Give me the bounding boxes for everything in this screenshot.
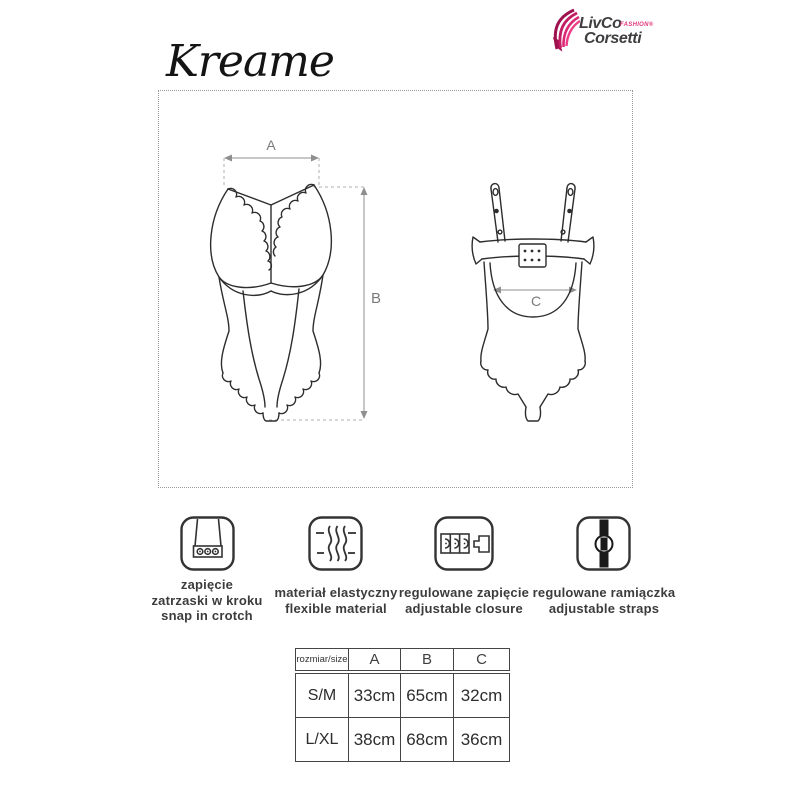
caption-line: regulowane zapięcie <box>398 585 530 600</box>
caption-line: zatrzaski w kroku <box>151 592 263 608</box>
brand-name-bottom: Corsetti <box>584 30 642 47</box>
snap-crotch-icon <box>179 515 236 572</box>
size-table-header-cell: C <box>476 651 487 668</box>
size-table-header-cell: B <box>401 649 454 670</box>
diagram-panel <box>158 90 633 488</box>
size-table-header <box>295 648 510 671</box>
size-table-cell: 33cm <box>349 674 401 718</box>
flexible-material-icon <box>307 515 364 572</box>
measure-label-c: C <box>530 293 542 309</box>
brand-logo <box>546 6 661 54</box>
size-table-cell: S/M <box>296 674 349 718</box>
caption-line: regulowane ramiączka <box>532 585 676 600</box>
size-table-cell: 38cm <box>349 718 401 761</box>
size-table-cell: 68cm <box>401 718 454 761</box>
measure-label-a: A <box>266 137 276 153</box>
caption-line: materiał elastyczny <box>274 585 398 600</box>
caption-line: zapięcie <box>180 577 234 592</box>
measure-lines <box>227 158 574 416</box>
adjustable-straps-icon <box>575 515 632 572</box>
brand-name-top: LivCo <box>579 15 622 32</box>
size-table-header-cell: A <box>349 649 401 670</box>
caption-line: adjustable closure <box>405 600 523 616</box>
caption-line: flexible material <box>285 600 387 616</box>
size-table-cell: 65cm <box>401 674 454 718</box>
feature-caption-adjustable-straps <box>519 585 689 616</box>
measure-guides <box>224 158 364 420</box>
size-table-body <box>295 673 510 762</box>
size-table-header-cell: rozmiar/size <box>296 649 349 670</box>
garment-front-drawing <box>211 184 332 421</box>
brand-fashion-label: FASHION® <box>620 22 654 28</box>
measure-arrowheads <box>224 155 577 420</box>
garment-diagram <box>159 91 632 487</box>
product-title: Kreame <box>166 36 334 87</box>
size-table-cell: 36cm <box>460 729 503 749</box>
size-table-cell: L/XL <box>296 718 349 761</box>
measure-label-b: B <box>371 290 382 307</box>
caption-line: snap in crotch <box>161 608 253 623</box>
adjustable-closure-icon <box>433 515 495 572</box>
brand-swirl-icon <box>546 8 580 52</box>
caption-line: adjustable straps <box>548 600 660 616</box>
size-table-cell: 32cm <box>454 674 509 718</box>
